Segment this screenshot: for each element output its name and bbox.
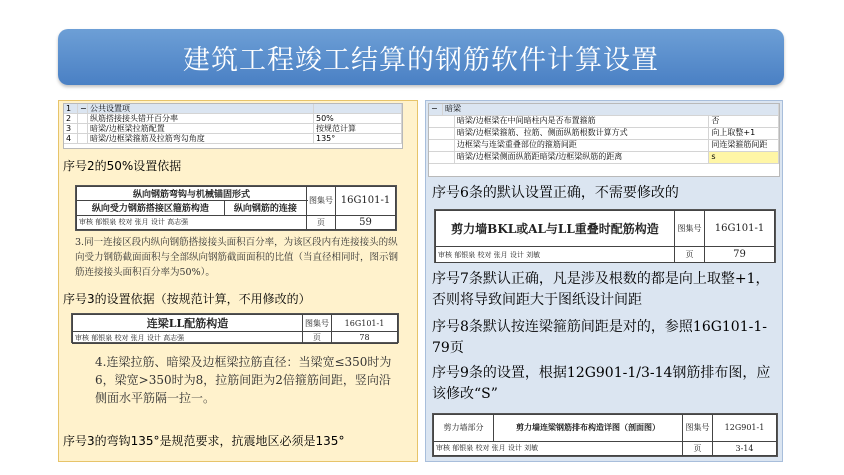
scan-title: 纵向受力钢筋搭接区箍筋构造 [77,201,225,215]
page-number: 79 [705,247,775,263]
sheet-row[interactable] [429,140,779,152]
atlas-number: 16G101-1 [332,315,398,332]
page-label: 页 [683,441,713,455]
row-value[interactable]: 向上取整+1 [709,128,779,139]
row-value[interactable] [314,104,402,113]
caption-seq7: 序号7条默认正确，凡是涉及根数的都是向上取整+1，否则将导致间距大于图纸设计间距 [432,271,770,308]
left-settings-sheet [63,103,403,149]
page-number: 3-14 [713,441,777,455]
row-number: 1 [64,104,78,113]
scan-note-1: 3.同一连接区段内纵向钢筋搭接接头面积百分率，为该区段内有连接接头的纵向受力钢筋截面面积与全部纵向钢筋截面面积的比值（当直径相同时，图示钢筋连接接头面积百分率为50%）。 [75,237,399,278]
row-number: 3 [64,124,78,133]
sheet-row[interactable] [429,116,779,128]
scan-16g101-79 [434,209,776,263]
atlas-number: 16G101-1 [705,211,775,247]
page-label: 页 [307,215,336,229]
row-name: 边框梁与连梁重叠部位的箍筋间距 [455,140,710,151]
sheet-row[interactable] [64,134,402,144]
sheet-row[interactable] [64,104,402,114]
row-value[interactable]: 按规范计算 [314,124,402,133]
caption-seq3: 序号3的设置依据（按规范计算，不用修改的） [63,292,311,306]
signature-row: 审核 郁银泉 校对 张月 设计 刘敏 [434,441,683,455]
page-number: 78 [332,332,398,344]
row-value[interactable]: s [709,152,779,163]
row-value[interactable]: 50% [314,114,402,123]
scan-note-2: 4.连梁拉筋、暗梁及边框梁拉筋直径：当梁宽≤350时为6，梁宽>350时为8，拉筋间距为2倍箍筋间距，竖向沿侧面水平筋隔一拉一。 [95,355,392,405]
scan-16g101-59 [75,185,397,231]
row-name: 暗梁/边框梁箍筋及拉筋弯勾角度 [88,134,314,143]
scan-title: 纵向钢筋弯钩与机械锚固形式 [77,187,307,201]
page-label: 页 [303,332,332,344]
title-banner [58,29,784,85]
scan-title: 剪力墙连梁钢筋排布构造详图（剖面图） [494,415,683,442]
atlas-label: 图集号 [303,315,332,332]
page-title: 建筑工程竣工结算的钢筋软件计算设置 [183,44,659,76]
sheet-row[interactable] [64,124,402,134]
signature-row: 审核 郁银泉 校对 张月 设计 高志强 [77,215,307,229]
sheet-row[interactable] [429,104,779,116]
caption-hook: 序号3的弯钩135°是规范要求，抗震地区必须是135° [63,434,345,448]
left-panel [58,100,418,462]
right-panel [425,100,783,462]
atlas-label: 图集号 [683,415,713,442]
scan-16g101-78 [71,313,399,343]
caption-seq9: 序号9条的设置，根据12G901-1/3-14钢筋排布图，应该修改“S” [432,365,771,402]
caption-seq2: 序号2的50%设置依据 [63,159,182,173]
row-number: 4 [64,134,78,143]
scan-title: 连梁LL配筋构造 [73,315,303,332]
sheet-row[interactable] [429,128,779,140]
sheet-row[interactable] [64,114,402,124]
row-value[interactable]: 否 [709,116,779,127]
atlas-number: 12G901-1 [713,415,777,442]
row-name: 暗梁/边框梁箍筋、拉筋、侧面纵筋根数计算方式 [455,128,710,139]
row-name: 纵筋搭接接头错开百分率 [88,114,314,123]
collapse-icon[interactable]: − [80,104,87,113]
row-name: 暗梁 [443,104,779,115]
atlas-label: 图集号 [675,211,705,247]
row-value[interactable]: 同连梁箍筋间距 [709,140,779,151]
collapse-icon[interactable]: − [429,104,443,115]
row-name: 暗梁/边框梁拉筋配置 [88,124,314,133]
row-name: 暗梁/边框梁侧面纵筋距暗梁/边框梁纵筋的距离 [455,152,710,163]
caption-seq8: 序号8条默认按连梁箍筋间距是对的，参照16G101-1-79页 [432,319,767,356]
row-number: 2 [64,114,78,123]
row-value[interactable]: 135° [314,134,402,143]
caption-seq6: 序号6条的默认设置正确，不需要修改的 [432,185,679,201]
row-name: 公共设置项 [88,104,314,113]
page-label: 页 [675,247,705,263]
row-name: 暗梁/边框梁在中间暗柱内是否布置箍筋 [455,116,710,127]
atlas-label: 图集号 [307,187,336,216]
scan-section: 剪力墙部分 [434,415,494,442]
scan-title: 纵向钢筋的连接 [224,201,306,215]
scan-title: 剪力墙BKL或AL与LL重叠时配筋构造 [436,211,675,247]
page-number: 59 [336,215,396,229]
scan-12g901-3-14 [432,413,778,457]
signature-row: 审核 郁银泉 校对 张月 设计 高志强 [73,332,303,344]
sheet-row[interactable] [429,152,779,164]
signature-row: 审核 郁银泉 校对 张月 设计 刘敏 [436,247,675,263]
atlas-number: 16G101-1 [336,187,396,216]
right-settings-sheet [428,103,780,177]
